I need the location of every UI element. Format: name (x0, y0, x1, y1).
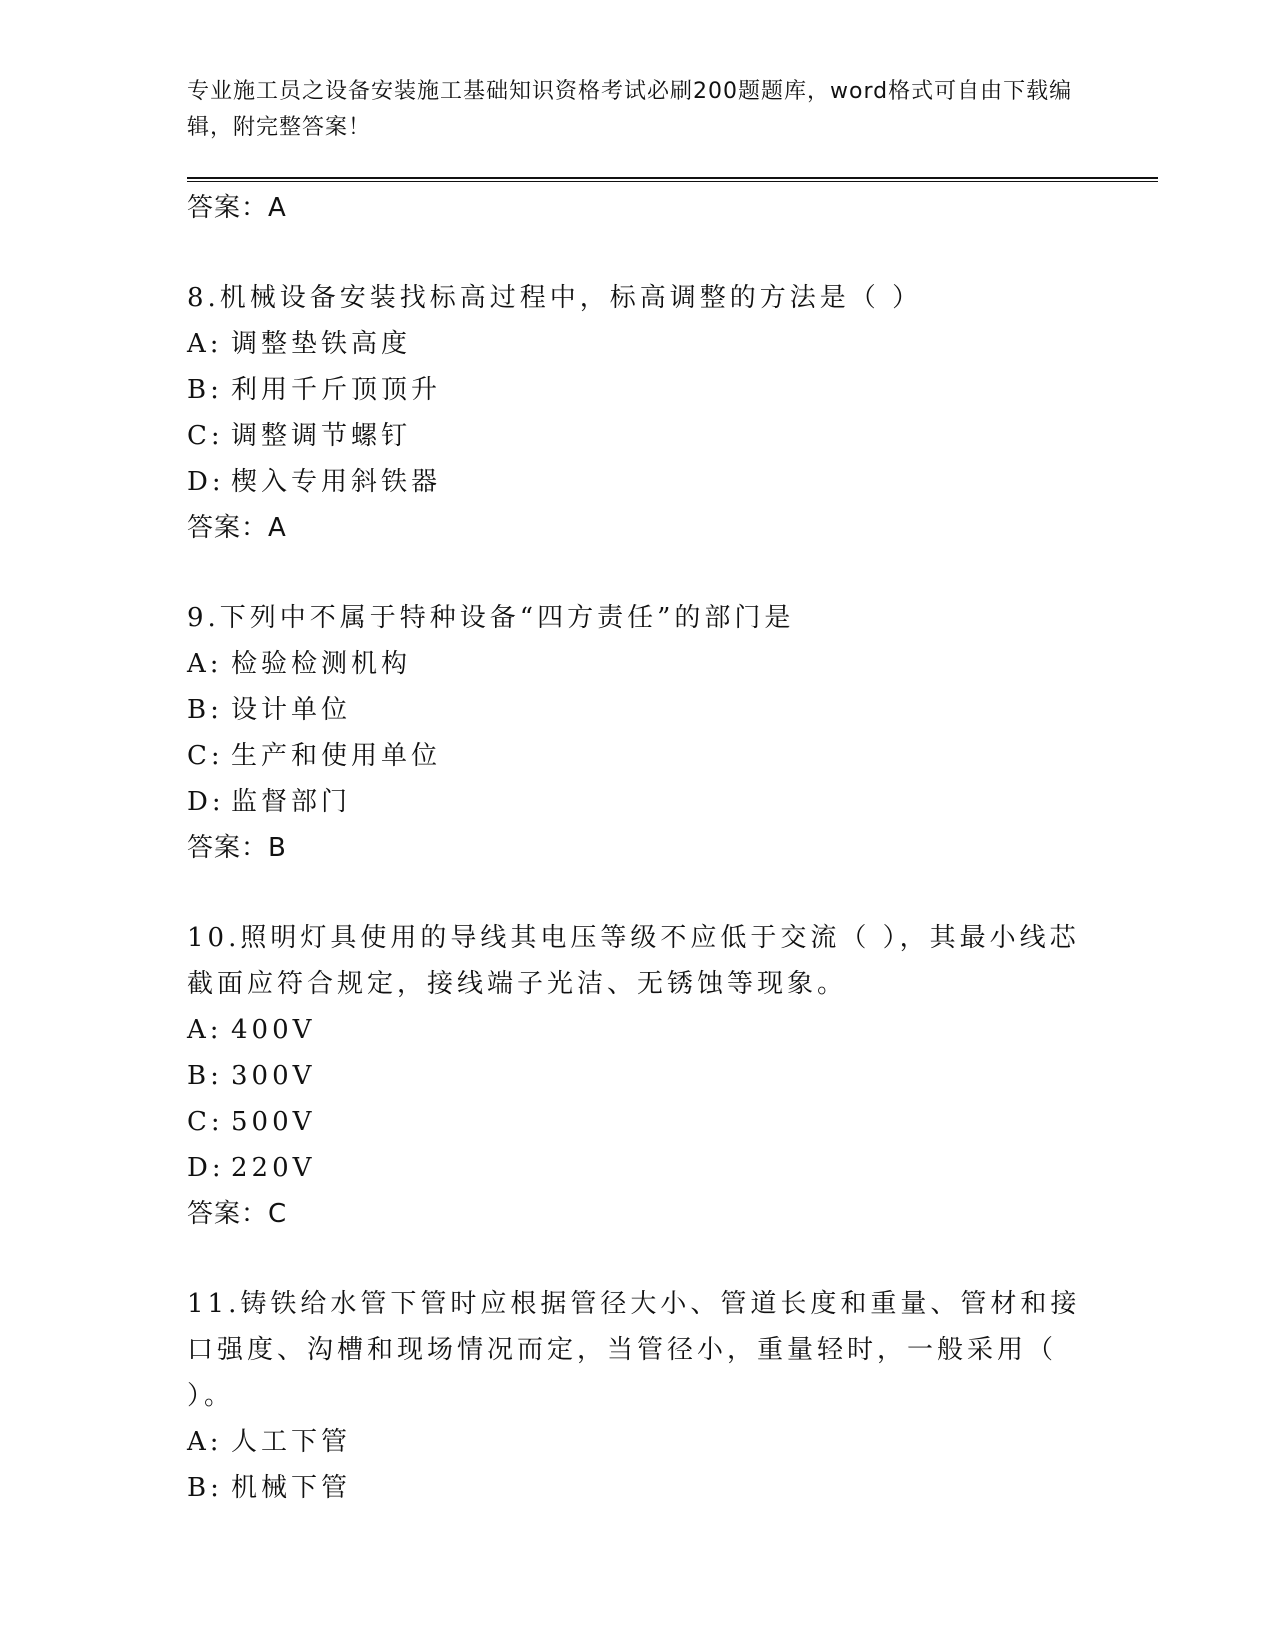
option-a (187, 321, 1087, 367)
question-text: 10.照明灯具使用的导线其电压等级不应低于交流（ ），其最小线芯截面应符合规定，接线端子光洁、无锈蚀等现象。 (187, 923, 1080, 999)
option-a (187, 641, 1087, 687)
answer-line: 答案：A (187, 513, 287, 543)
option-b (187, 687, 1087, 733)
header-divider (187, 177, 1158, 182)
option-text: 楔入专用斜铁器 (231, 467, 442, 497)
option-b (187, 1053, 1087, 1099)
option-text: 利用千斤顶顶升 (231, 375, 442, 405)
question-item (187, 275, 1087, 551)
option-letter: D: (187, 1153, 225, 1183)
question-item (187, 1281, 1087, 1511)
option-text: 监督部门 (231, 787, 352, 817)
option-letter: B: (187, 1061, 223, 1091)
option-c (187, 733, 1087, 779)
option-text: 调整垫铁高度 (231, 329, 412, 359)
option-c (187, 413, 1087, 459)
option-letter: A: (187, 1015, 223, 1045)
option-letter: C: (187, 1107, 224, 1137)
option-c (187, 1099, 1087, 1145)
option-text: 设计单位 (231, 695, 352, 725)
option-b (187, 367, 1087, 413)
option-text: 220V (231, 1153, 316, 1183)
answer-line: 答案：B (187, 833, 287, 863)
option-letter: D: (187, 787, 225, 817)
option-letter: D: (187, 467, 225, 497)
option-letter: B: (187, 375, 223, 405)
option-text: 500V (231, 1107, 316, 1137)
option-letter: A: (187, 329, 223, 359)
option-text: 检验检测机构 (231, 649, 412, 679)
document-header: 专业施工员之设备安装施工基础知识资格考试必刷200题题库，word格式可自由下载编辑，附完整答案！ (187, 79, 1073, 140)
option-letter: B: (187, 695, 223, 725)
option-letter: B: (187, 1473, 223, 1503)
question-text: 9.下列中不属于特种设备“四方责任”的部门是 (187, 603, 795, 633)
option-text: 机械下管 (231, 1473, 352, 1503)
question-item (187, 915, 1087, 1237)
option-a (187, 1419, 1087, 1465)
option-text: 人工下管 (231, 1427, 352, 1457)
answer-line: 答案：A (187, 193, 287, 223)
option-d (187, 1145, 1087, 1191)
question-text: 8.机械设备安装找标高过程中，标高调整的方法是（ ） (187, 283, 923, 313)
question-list (187, 185, 1087, 1511)
question-item (187, 595, 1087, 871)
option-b (187, 1465, 1087, 1511)
option-a (187, 1007, 1087, 1053)
option-text: 生产和使用单位 (231, 741, 442, 771)
option-letter: C: (187, 741, 224, 771)
option-d (187, 459, 1087, 505)
option-text: 400V (231, 1015, 316, 1045)
option-letter: A: (187, 1427, 223, 1457)
option-text: 300V (231, 1061, 316, 1091)
answer-line: 答案：C (187, 1199, 288, 1229)
option-letter: C: (187, 421, 224, 451)
option-text: 调整调节螺钉 (231, 421, 412, 451)
option-d (187, 779, 1087, 825)
question-text: 11.铸铁给水管下管时应根据管径大小、管道长度和重量、管材和接口强度、沟槽和现场情况而定，当管径小，重量轻时，一般采用（ ）。 (187, 1289, 1081, 1411)
option-letter: A: (187, 649, 223, 679)
